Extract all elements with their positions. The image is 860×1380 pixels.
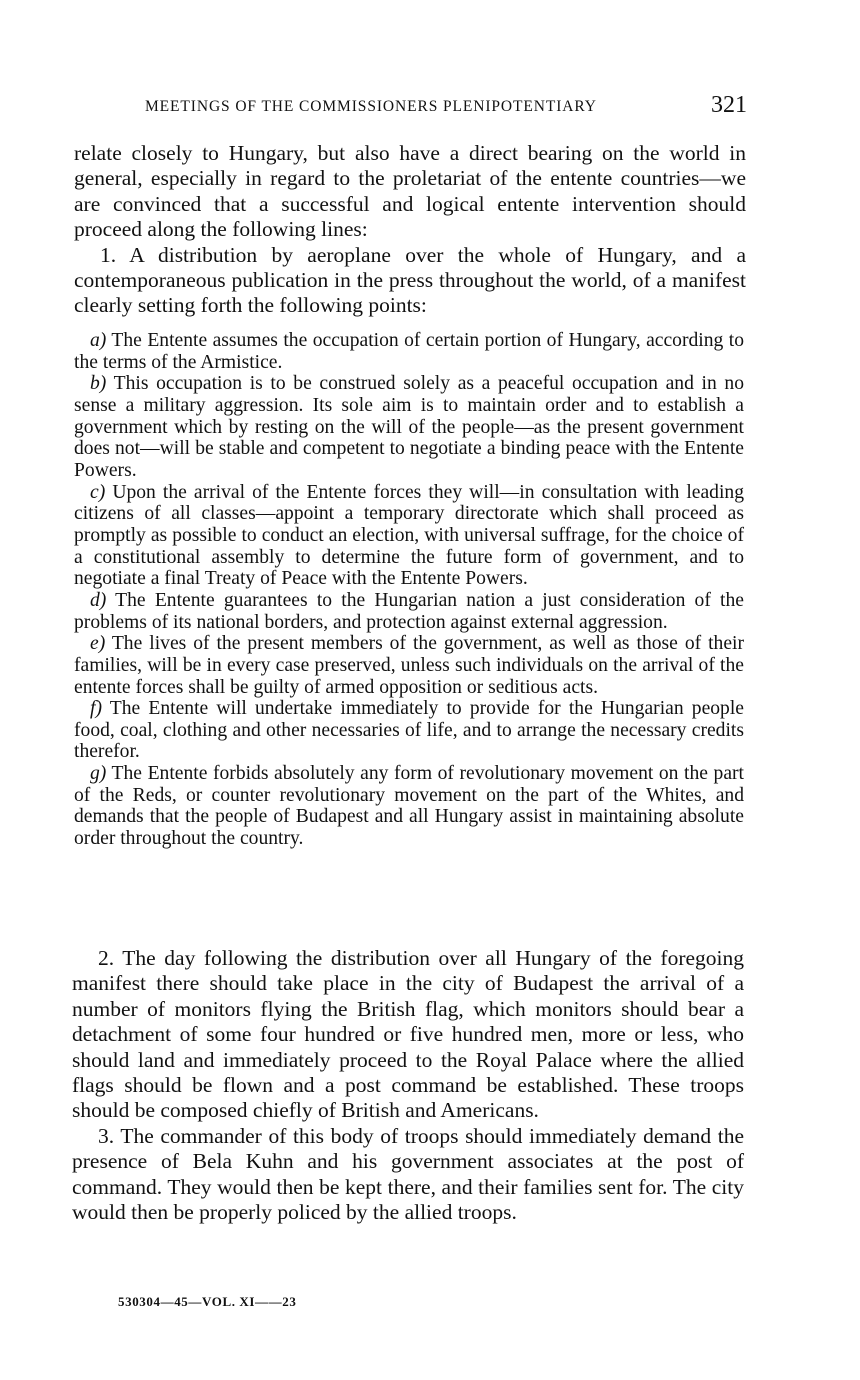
intro-continuation-paragraph: relate closely to Hungary, but also have a direct bearing on the world in general, especially in regard to the proletariat of the entente countries—we are convinced that a successful and logical entente intervention should proceed along the following lines: (74, 141, 746, 242)
manifest-item-label: f) (90, 698, 102, 720)
manifest-item-text: The Entente assumes the occupation of certain portion of Hungary, according to the terms of the Armistice. (74, 330, 745, 373)
manifest-item-f (74, 698, 744, 763)
later-points-block (72, 946, 744, 1225)
intro-block (74, 141, 746, 319)
page-number: 321 (711, 92, 747, 118)
manifest-item-e (74, 633, 744, 698)
manifest-item-text: This occupation is to be construed solely as a peaceful occupation and in no sense a military aggression. Its sole aim is to maintain order and to establish a government which by resting on the will of the people—as the present government does not—will be stable and competent to negotiate a binding peace with the Entente Powers. (74, 373, 744, 481)
manifest-item-label: a) (90, 330, 107, 351)
manifest-item-text: The lives of the present members of the government, as well as those of their families, will be in every case preserved, unless such individuals on the arrival of the entente forces shall be guilty of armed opposition or seditious acts. (74, 633, 745, 698)
manifest-item-c (74, 482, 744, 590)
manifest-item-label: d) (90, 589, 107, 611)
printer-signature: 530304—45—VOL. XI——23 (118, 1294, 297, 1309)
manifest-item-label: b) (90, 373, 107, 395)
running-title: MEETINGS OF THE COMMISSIONERS PLENIPOTENTIARY (145, 98, 597, 115)
manifest-item-b (74, 373, 744, 481)
manifest-item-label: e) (90, 633, 106, 655)
point-2-paragraph: 2. The day following the distribution over all Hungary of the foregoing manifest there should take place in the city of Budapest the arrival of a number of monitors flying the British flag, which monitors should bear a detachment of some four hundred or five hundred men, more or less, who should land and immediately proceed to the Royal Palace where the allied flags should be flown and a post command be established. These troops should be composed chiefly of British and Americans. (72, 946, 744, 1123)
point-3-paragraph: 3. The commander of this body of troops should immediately demand the presence of Bela Kuhn and his government associates at the post of command. They would then be kept there, and their families sent for. The city would then be properly policed by the allied troops. (72, 1123, 744, 1225)
manifest-points (74, 330, 744, 850)
running-head (145, 94, 751, 124)
manifest-item-a (74, 330, 744, 373)
manifest-item-text: The Entente will undertake immediately to provide for the Hungarian people food, coal, clothing and other necessaries of life, and to arrange the necessary credits therefor. (74, 698, 744, 763)
point-1-paragraph: 1. A distribution by aeroplane over the whole of Hungary, and a contemporaneous publication in the press throughout the world, of a manifest clearly setting forth the following points: (74, 242, 746, 318)
manifest-item-text: The Entente forbids absolutely any form of revolutionary movement on the part of the Reds, or counter revolutionary movement on the part of the Whites, and demands that the people of Budapest and all Hungary assist in maintaining absolute order throughout the country. (74, 763, 745, 850)
manifest-item-label: c) (90, 481, 106, 503)
manifest-item-g (74, 763, 744, 850)
manifest-item-text: The Entente guarantees to the Hungarian nation a just consideration of the problems of its national borders, and protection against external aggression. (74, 589, 744, 633)
manifest-item-label: g) (90, 763, 107, 785)
manifest-item-d (74, 590, 744, 633)
manifest-item-text: Upon the arrival of the Entente forces they will—in consultation with leading citizens of all classes—appoint a temporary directorate which shall proceed as promptly as possible to conduct an election, with universal suffrage, for the choice of a constitutional assembly to determine the future form of government, and to negotiate a final Treaty of Peace with the Entente Powers. (74, 481, 744, 590)
